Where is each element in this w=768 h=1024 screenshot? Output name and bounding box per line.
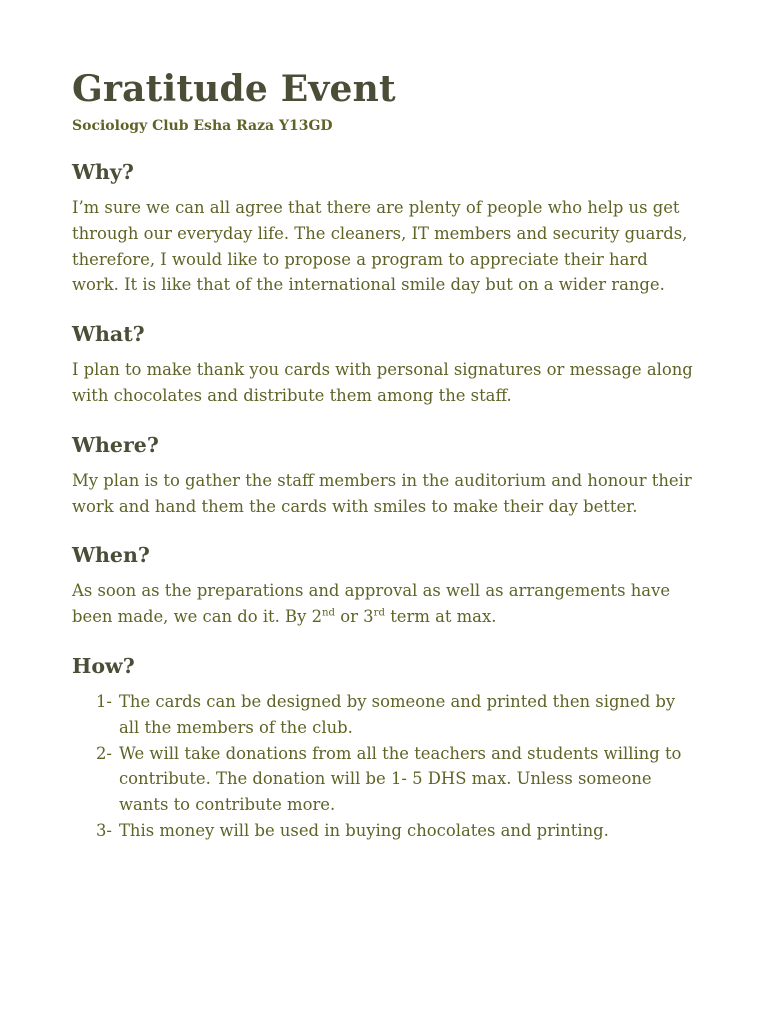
section-what	[72, 320, 696, 409]
section-how	[72, 652, 696, 844]
when-ordinal-rd: rd	[373, 607, 385, 619]
document-page	[72, 62, 696, 844]
how-item-text: We will take donations from all the teachers and students willing to contribute. The donation will be 1- 5 DHS max. Unless someone wants to contribute more.	[119, 743, 682, 815]
section-heading-where: Where?	[72, 432, 159, 457]
how-item-number: 3-	[96, 820, 112, 840]
section-where	[72, 431, 696, 520]
section-heading-when: When?	[72, 543, 150, 568]
section-body-when	[72, 578, 696, 630]
how-list-item	[72, 818, 696, 844]
section-body-what: I plan to make thank you cards with personal signatures or message along with chocolates and distribute them among the staff.	[72, 360, 693, 405]
how-list-item	[72, 689, 696, 741]
section-body-why: I’m sure we can all agree that there are plenty of people who help us get through our everyday life. The cleaners, IT members and security guards, therefore, I would like to propose a program to appreciate their hard work. It is like that of the international smile day but on a wider range.	[72, 198, 688, 295]
when-text-part1: As soon as the preparations and approval as well as arrangements have been made, we can do it. By 2	[72, 581, 671, 627]
how-item-number: 1-	[96, 691, 112, 711]
how-item-text: The cards can be designed by someone and printed then signed by all the members of the club.	[119, 691, 676, 737]
section-when	[72, 541, 696, 630]
how-item-text: This money will be used in buying chocolates and printing.	[119, 820, 609, 840]
section-heading-what: What?	[72, 322, 145, 347]
section-heading-why: Why?	[72, 160, 134, 184]
document-title: Gratitude Event	[72, 68, 396, 110]
when-text-part3: term at max.	[384, 607, 497, 627]
section-why	[72, 158, 696, 298]
section-body-where: My plan is to gather the staff members in the auditorium and honour their work and hand them the cards with smiles to make their day better.	[72, 470, 692, 516]
how-item-number: 2-	[96, 743, 112, 763]
document-subtitle: Sociology Club Esha Raza Y13GD	[72, 118, 333, 134]
when-text-part2: or 3	[335, 607, 374, 627]
when-ordinal-nd: nd	[322, 607, 336, 619]
how-list	[72, 689, 696, 844]
how-list-item	[72, 741, 696, 818]
section-heading-how: How?	[72, 653, 135, 678]
